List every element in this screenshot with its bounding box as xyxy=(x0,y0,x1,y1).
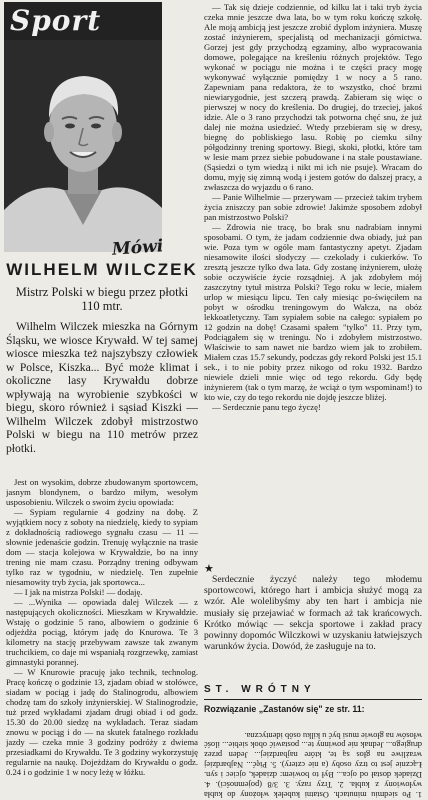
paragraph: Jest on wysokim, dobrze zbudowanym sportowcem, jasnym blondynem, o bardzo miłym, wesołym usposobieniu. Wilczek o swoim życiu opowiada: xyxy=(6,477,198,507)
paragraph: — ...Wynika — opowiada dalej Wilczek — z następujących okoliczności. Mieszkam w Krywałdzie. Wstaję o godzinie 5 rano, albowiem o godzinie 6 odjeżdża pociąg, którym jadę do Knurowa. Te 3 kilometry na stację przebywam zawsze tak zwanym truchcikiem, co daje mi wspaniałą rozgrzewkę, zamiast gimnastyki porannej. xyxy=(6,597,198,667)
puzzle-solution-text: 1. Po siedmiu minutach. Ostatni kubełek włożony do kubła wyłowiony z kubła. 2. Trzy razy. 3. 3/8 (pojemności). 4. Dziadek dostał od ojca... Był to bowiem: dziadek, ojciec i syn. Łącznie jest to trzy osoby (a nie cztery). 5. Pięć... Najbardziej wrażliwe na głos są te, które najbardziej... Jeden przez drugiego... Jednak nie powinny te... postawić obok siebie... ilość włosów na głowie musi być u kilku osób identyczna. xyxy=(204,730,422,799)
left-body-text xyxy=(6,477,198,797)
article-lead: Wilhelm Wilczek mieszka na Górnym Śląsku, we wiosce Krywałd. W tej samej wiosce mieszka też najszybszy człowiek w Polsce, Kiszka... Być może klimat i okoliczne lasy Krywałdu dobrze wpływają na wyrobienie szybkości w biegu, skoro również i sąsiad Kiszki — Wilhelm Wilczek zdobył mistrzostwo Polski w biegu na 110 metrów przez płotki. xyxy=(6,320,198,455)
divider xyxy=(204,699,422,700)
closing-remarks xyxy=(204,574,422,679)
paragraph: — Panie Wilhelmie — przerywam — przecież takim trybem życia zniszczy pan sobie zdrowie! Jakimże sposobem zdobył pan mistrzostwo Polski? xyxy=(204,192,422,222)
mowi-tag: Mówi xyxy=(111,236,164,260)
paragraph: Serdecznie życzyć należy tego młodemu sportowcowi, którego hart i ambicja służyć mogą za wzór. Ale wolelibyśmy aby ten hart i ambicja nie musiały się przejawiać w formach aż tak krańcowych. Krótko mówiąc — sekcja sportowe i zakład pracy powinny dopomóc Wilczkowi w uzyskaniu łatwiejszych warunków życia. Dowód, że zasługuje na to. xyxy=(204,574,422,653)
paragraph: — Tak się dzieje codziennie, od kilku lat i taki tryb życia czeka mnie jeszcze dwa lata, bo w tym roku kończę szkołę. Ale moją ambicją jest jeszcze zrobić dyplom inżyniera. Muszę zostać inżynierem, specjalistą od mechanizacji górnictwa. Gorzej jest gdy przychodzą egzaminy, albo wypracowania domowe, polegające na kreśleniu różnych projektów. Tego wykonać w pociągu nie można i te części pracy mogę wykonywać wyłącznie pomiędzy 1 w nocy a 5 rano. Zapewniam pana redaktora, że to wszystko, choć brzmi niewiarygodnie, jest szczerą prawdą. Zabieram się więc o pierwszej w nocy do kreślenia. Do drugiej, do trzeciej, jakoś idzie. Ale o 3 rano przychodzi tak potworna chęć snu, że już dalej nie można usiedzieć. Wtedy przebieram się w dresy, biegnę do pobliskiego lasu. Robię po ciemku silny półgodzinny trening sportowy. Biegi, skoki, płotki, które tam w lesie mam przez siebie pobudowane i na stałe poustawiane. (Sąsiedzi o tym wiedzą i nikt mi ich nie psuje). Wracam do domu, myję się zimną wodą i jestem gotów do dalszej pracy, a zwłaszcza do wyjazdu o 6 rano. xyxy=(204,2,422,192)
header-image-box xyxy=(4,2,162,252)
paragraph: — Sypiam regularnie 4 godziny na dobę. Z wyjątkiem nocy z soboty na niedzielę, kiedy to sypiam z dokładnością radiowego sygnału czasu — 11 — słownie jedenaście godzin. Trenuję wyłącznie na trasie dom — stacja kolejowa w Krywałdzie, bo na inny trening nie mam czasu. Porządny trening odbywam tylko raz w tygodniu, w niedzielę. Ten zupełnie niesamowity tryb życia, jak sportowca... xyxy=(6,507,198,587)
sport-logo: Sport xyxy=(10,4,102,37)
article-subtitle: Mistrz Polski w biegu przez płotki 110 mtr. xyxy=(15,285,189,313)
paragraph: — Serdecznie panu tego życzę! xyxy=(212,402,321,412)
star-separator: ★ xyxy=(204,563,214,575)
left-column xyxy=(4,2,200,798)
puzzle-solution-title: Rozwiązanie „Zastanów się" ze str. 11: xyxy=(204,704,365,714)
right-column xyxy=(204,2,424,798)
athlete-portrait xyxy=(4,40,162,252)
article-title: WILHELM WILCZEK xyxy=(6,260,198,279)
paragraph: — W Knurowie pracuję jako technik, technolog. Pracę kończę o godzinie 13, zjadam obiad w stołówce, siadam w pociąg i jadę do Stalinogrodu, albowiem chodzę tam do szkoły inżynierskiej. W Stalinogrodzie, tuż przed wykładami zjadam drugi obiad i od godz. 15.30 do 20.00 siedzę na wykładach. Teraz siadam znowu w pociąg i do — na skutek fatalnego rozkładu jazdy — czeka mnie 3 godziny podróży z dwiema przesiadkami do Krywałdu. Te 3 godziny wykorzystuję regularnie na naukę. Dojeżdżam do Krywałdu o godz. 0.24 i o godzinie 1 w nocy leżę w łóżku. xyxy=(6,667,198,777)
paragraph: — Zdrowia nie tracę, bo brak snu nadrabiam innymi sposobami. O tym, że jadam codziennie dwa obiady, już pan wie. Poza tym w ogóle mam fantastyczny apetyt. Zjadam niesamowite ilości słodyczy — czekolady i cukierków. To zresztą jeszcze tylko dwa lata. Gdy zostanę inżynierem, ułożę sobie oczywiście życie rozsądniej. A jak zdobyłem mój zaszczytny tytuł mistrza Polski? Tego roku w lecie, miałem urlop w miesiącu lipcu. Ten cały miesiąc po-święciłem na pobyt w ośrodku treningowym do Wałcza, na obóz lekkoatletyczny. Tam sypiałem sobie na całego: sypiałem po 12 godzin na dobę! Czasami spałem "tylko" 11. Przy tym, Podciągałem się w treningu. No i zdobyłem mistrzostwo. Właściwie to sam nawet nie bardzo wiem jak to zrobiłem. Miałem czas 15.7 sekundy, podczas gdy rekord Polski jest 15.1 sek., i to nie pobity przez nikogo od roku 1932. Bardzo niewiele dzieli mnie więc od tego rekordu. Gdy będę inżynierem (tak o tym marzę, że wciąż o tym wspominam!) to kto wie, czy do tego rekordu nie dojdę jeszcze bliżej. xyxy=(204,222,422,402)
right-body-text xyxy=(204,2,422,558)
author-signature: ST. WRÓTNY xyxy=(204,684,316,695)
paragraph: — I jak na mistrza Polski! — dodaję. xyxy=(14,587,143,597)
